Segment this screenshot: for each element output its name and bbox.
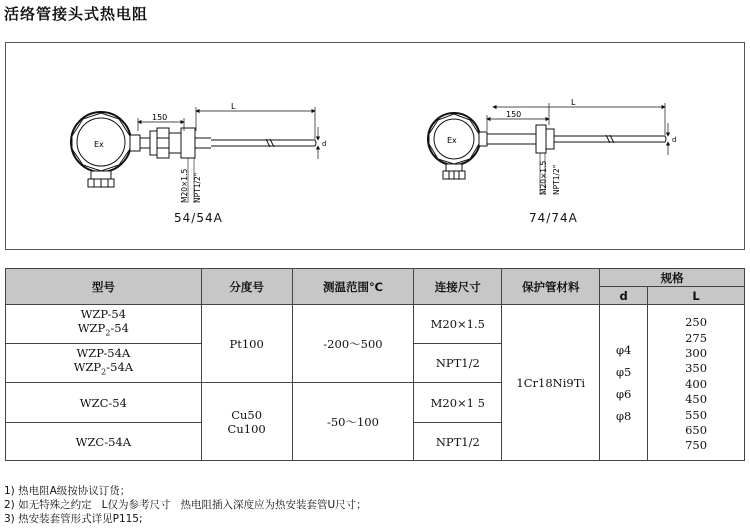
header-material: 保护管材料 bbox=[502, 269, 600, 305]
drawings-svg bbox=[6, 43, 744, 249]
caption-74: 74/74A bbox=[529, 211, 578, 225]
header-d: d bbox=[600, 287, 648, 305]
L-values-cell: 250 275 300 350 400 450 550 650 750 bbox=[648, 305, 745, 461]
ex-mark: Ex bbox=[447, 136, 457, 145]
drawing-54 bbox=[71, 102, 326, 203]
note-3: 3) 热安装套管形式详见P115; bbox=[4, 513, 143, 525]
model-cell: WZP-54A $WZP_2-54A$ bbox=[6, 344, 202, 383]
page-title: 活络管接头式热电阻 bbox=[4, 5, 149, 23]
model-cell: WZC-54 bbox=[6, 383, 202, 423]
model-cell: WZP-54 $WZP_2-54$ bbox=[6, 305, 202, 344]
d-values-cell: φ4 φ5 φ6 φ8 bbox=[600, 305, 648, 461]
thread-m20: M20×1.5 bbox=[539, 160, 548, 195]
dim-L: L bbox=[231, 102, 236, 111]
caption-54: 54/54A bbox=[174, 211, 223, 225]
connection-cell: M20×1 5 bbox=[414, 383, 502, 423]
header-range: 测温范围℃ bbox=[292, 269, 414, 305]
note-1: 1) 热电阻A级按协议订货； bbox=[4, 485, 131, 497]
connection-cell: NPT1/2 bbox=[414, 344, 502, 383]
range-cell: -50～100 bbox=[292, 383, 414, 461]
notes bbox=[4, 484, 367, 526]
connection-cell: NPT1/2 bbox=[414, 423, 502, 461]
drawing-panel bbox=[5, 42, 745, 250]
header-L: L bbox=[648, 287, 745, 305]
thread-npt: NPT1/2" bbox=[552, 164, 561, 195]
dim-L: L bbox=[571, 98, 576, 107]
index-cell: Pt100 bbox=[201, 305, 292, 383]
header-spec: 规格 bbox=[600, 269, 745, 287]
drawing-74 bbox=[428, 98, 676, 195]
thread-npt: NPT1/2" bbox=[193, 172, 202, 203]
header-connection: 连接尺寸 bbox=[414, 269, 502, 305]
header-model: 型号 bbox=[6, 269, 202, 305]
header-index: 分度号 bbox=[201, 269, 292, 305]
dim-d: d bbox=[672, 136, 677, 144]
range-cell: -200～500 bbox=[292, 305, 414, 383]
material-cell: 1Cr18Ni9Ti bbox=[502, 305, 600, 461]
spec-table bbox=[5, 268, 745, 461]
dim-150: 150 bbox=[152, 113, 168, 122]
index-cell: Cu50 Cu100 bbox=[201, 383, 292, 461]
note-2: 2) 如无特殊之约定 L仅为参考尺寸 热电阻插入深度应为热安装套管U尺寸； bbox=[4, 499, 367, 511]
thread-m20: M20×1.5 bbox=[180, 168, 189, 203]
dim-150: 150 bbox=[506, 110, 522, 119]
connection-cell: M20×1.5 bbox=[414, 305, 502, 344]
ex-mark: Ex bbox=[94, 140, 104, 149]
dim-d: d bbox=[322, 140, 327, 148]
model-cell: WZC-54A bbox=[6, 423, 202, 461]
